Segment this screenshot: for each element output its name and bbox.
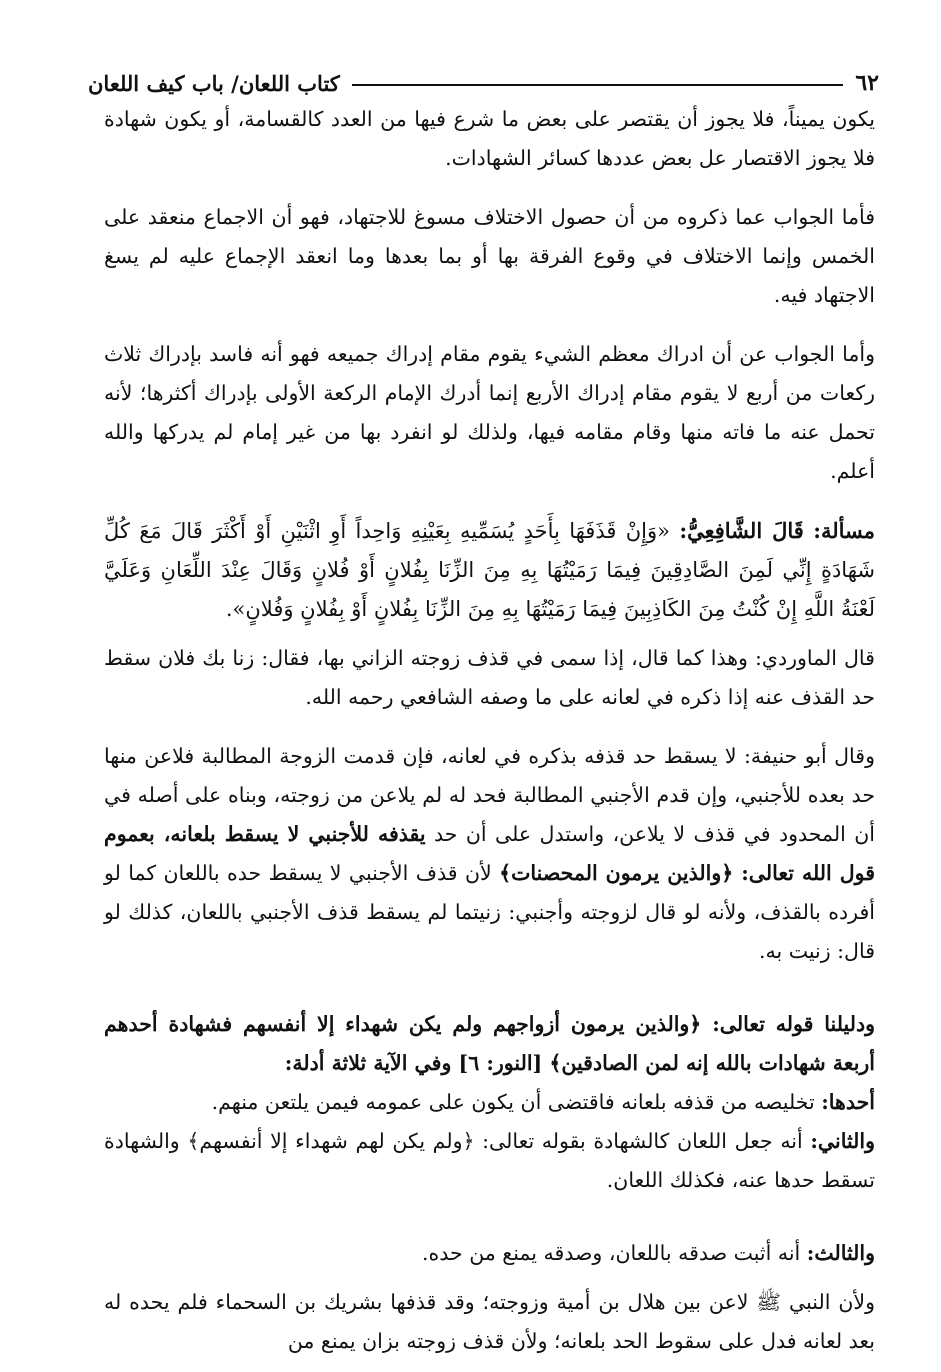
text-line: انعقد الإجماع عليه لم يسغ الاجتهاد فيه. (104, 244, 875, 307)
page-body (104, 100, 875, 1361)
text-line: فأما الجواب عما ذكروه من أن حصول الاختلاف مسوغ للاجتهاد، فهو أن (271, 205, 875, 229)
paragraph (104, 335, 875, 491)
text-line: وقال أبو حنيفة: لا يسقط حد قذفه بذكره في لعانه، فإن قدمت الزوجة المطالبة (201, 744, 875, 768)
text-line: لأن قذف الأجنبي لا يسقط حده باللعان كما لو أفرده بالقذف، ولأنه لو قال لزوجته (104, 861, 875, 924)
text-line: زوجته، وبناه على أصله في أن المحدود في قذف لا يلاعن، واستدل على أن حد (104, 783, 875, 846)
text-line: فلاعن منها حد بعده للأجنبي، وإن قدم الأجنبي المطالبة فحد له لم يلاعن من (104, 744, 875, 807)
paragraph (104, 1122, 875, 1200)
speaker-label: قَالَ الشَّافِعِيُّ: (679, 518, 804, 543)
text-line: يكون يميناً، فلا يجوز أن يقتصر على بعض ما شرع فيها من العدد كالقسامة، أو يكون (164, 107, 875, 131)
text-line: من غير إمام لم يدركها والله أعلم. (104, 420, 875, 483)
paragraph (104, 100, 875, 178)
text-line: «وَإِنْ قَذَفَهَا بِأَحَدٍ يُسَمِّيهِ بِعَيْنِهِ وَاحِداً أَوِ اثْنَيْنِ أَوْ أَكْثَرَ قَالَ (171, 519, 670, 543)
text-line: فلم يحده له بعد لعانه فدل على سقوط الحد بلعانه؛ ولأن قذف زوجته بزان يمنع من (104, 1290, 875, 1353)
text-line: مَعَ كُلِّ شَهَادَةٍ إِنِّي لَمِنَ الصَّادِقِينَ فِيمَا رَمَيْتُهَا بِهِ مِنَ الزِّنَا بِفُلانٍ أَوْ فُلانٍ وَقَالَ عِنْدَ اللِّعَانِ (104, 519, 875, 582)
header-rule (352, 84, 844, 86)
paragraph (104, 1083, 875, 1122)
masala-paragraph (104, 511, 875, 629)
paragraph (104, 1283, 875, 1361)
text-line: ولأن النبي ﷺ لاعن بين هلال بن أمية وزوجته؛ وقد قذفها بشريك بن السحماء (215, 1290, 875, 1314)
text-line: أنه جعل اللعان كالشهادة بقوله تعالى: ﴿ولم يكن لهم شهداء إلا (270, 1129, 803, 1153)
text-line: بك فلان سقط حد القذف عنه إذا ذكره في لعانه على ما وصفه الشافعي رحمه الله. (104, 646, 875, 709)
text-line: قال الماوردي: وهذا كما قال، إذا سمى في قذف زوجته الزاني بها، فقال: زنا (232, 646, 875, 670)
paragraph (104, 1234, 875, 1273)
paragraph (104, 639, 875, 717)
text-line: أنفسهم﴾ والشهادة تسقط حدها عنه، فكذلك اللعان. (104, 1129, 875, 1192)
page-number: ٦٢ (855, 70, 879, 96)
text-line: وَعَلَيَّ لَعْنَةُ اللَّهِ إِنْ كُنْتُ مِنَ الكَاذِبِينَ فِيمَا رَمَيْتُهَا بِهِ مِنَ الزِّنَا بِفُلانٍ أَوْ بِفُلانٍ وَفُلانٍ». (104, 558, 875, 621)
text-line: الأولى بإدراك أكثرها؛ لأنه تحمل عنه ما فاته منها وقام مقامه فيها، ولذلك لو انفرد بها (104, 381, 875, 444)
text-line: ودليلنا قوله تعالى: ﴿والذين يرمون أزواجهم ولم يكن شهداء إلا أنفسهم فشهادة (168, 1012, 875, 1036)
text-line: شهادة فلا يجوز الاقتصار عل بعض عددها كسائر الشهادات. (104, 107, 875, 170)
paragraph (104, 198, 875, 315)
text-line: يقذفه للأجنبي لا يسقط بلعانه، بعموم قول الله تعالى: ﴿والذين يرمون المحصنات﴾ (104, 822, 875, 885)
paragraph (104, 737, 875, 971)
paragraph (104, 1005, 875, 1083)
text-line: وأجنبي: زنيتما لم يسقط قذف الأجنبي باللعان، كذلك لو قال: زنيت به. (104, 900, 875, 963)
text-line: أنه أثبت صدقه باللعان، وصدقه يمنع من حده. (421, 1241, 801, 1265)
text-line: تخليصه من قذفه بلعانه فاقتضى أن يكون على عمومه فيمن يلتعن منهم. (211, 1090, 815, 1114)
text-line: الاجماع منعقد على الخمس وإنما الاختلاف في وقوع الفرقة بها أو بما بعدها وما (104, 205, 875, 268)
masala-label: مسألة: (813, 518, 875, 543)
text-line: وأما الجواب عن أن ادراك معظم الشيء يقوم مقام إدراك جميعه فهو أنه فاسد (209, 342, 875, 366)
page-header (88, 56, 879, 96)
point-label: أحدها: (821, 1090, 875, 1114)
text-line: أحدهم أربعة شهادات بالله إنه لمن الصادقين﴾ [النور: ٦] وفي الآية ثلاثة أدلة: (104, 1012, 875, 1075)
running-title: كتاب اللعان/ باب كيف اللعان (88, 71, 340, 96)
text-line: بإدراك ثلاث ركعات من أربع لا يقوم مقام إدراك الأربع إنما أدرك الإمام الركعة (104, 342, 875, 405)
point-label: والثالث: (806, 1241, 875, 1265)
point-label: والثاني: (810, 1129, 875, 1153)
